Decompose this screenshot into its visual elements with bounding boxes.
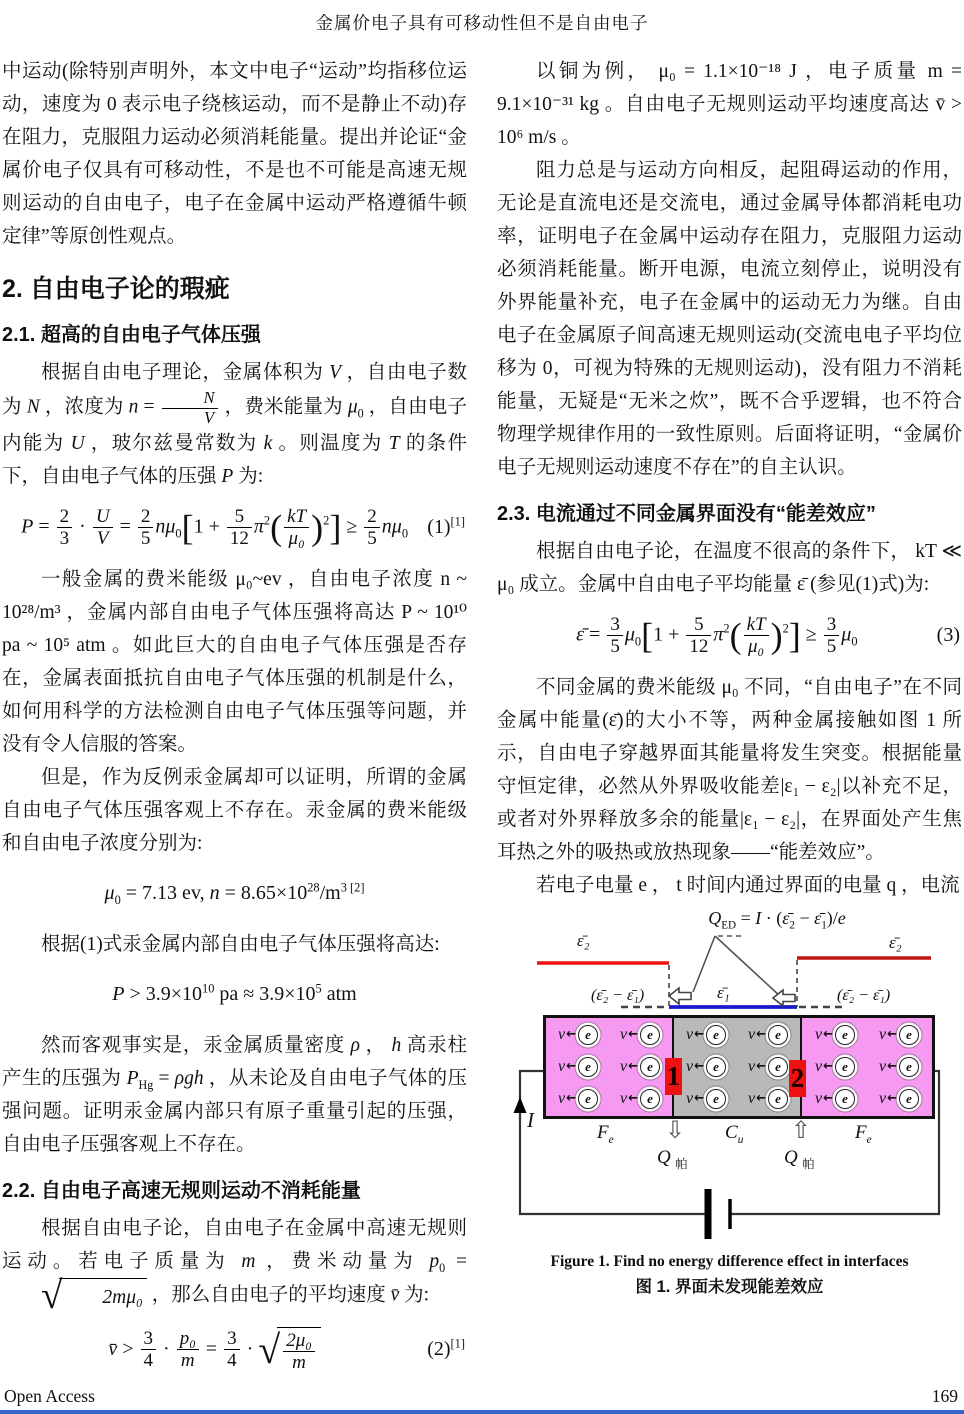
electron-symbol: v ← e xyxy=(879,1089,919,1109)
electron-symbol: v ← e xyxy=(558,1089,598,1109)
left-column xyxy=(2,55,467,1386)
equation-1-body: P = $\frac{2}{3}$ · $\frac{U}{V}$ = $\frac{2}{5}$ $n\mu_0[1$ + $\frac{5}{12}$ $\pi^2$( $\frac{kT}{\text{μ₀}}$ )$^2$] ≥ $\frac{2}{5}$ $n\mu_0$ xyxy=(21,506,409,550)
electron-symbol: v ← e xyxy=(558,1025,598,1045)
section-heading-2: 2. 自由电子论的瑕疵 xyxy=(2,275,230,303)
label-q-left-sub: 帕 xyxy=(675,1156,688,1171)
section-heading-2-2: 2.2. 自由电子高速无规则运动不消耗能量 xyxy=(2,1179,361,1202)
electron-symbol: v ← e xyxy=(815,1025,855,1045)
paragraph-average-energy: 根据自由电子论，在温度不很高的条件下， kT ≪ μ₀ 成立。金属中自由电子平均能量 ε̄ (参见(1)式)为: xyxy=(497,541,962,595)
paragraph-free-electron-theory: 根据自由电子理论，金属体积为 V ，自由电子数为 N ，浓度为 n = $\frac{N}{V}$ ，费米能量为 $\mu_0$ ，自由电子内能为 U ，玻尔兹曼常数为 k 。则温度为 T 的条件下，自由电子气体的压强 P 为: xyxy=(2,362,467,488)
electron-symbol: v ← e xyxy=(748,1025,788,1045)
equation-mercury-pressure xyxy=(2,974,467,1016)
label-fe-right xyxy=(855,1122,872,1144)
electron-grid xyxy=(802,1018,932,1116)
electron-grid xyxy=(674,1018,800,1116)
equation-3-number: (3) xyxy=(936,624,960,647)
electron-symbol: v ← e xyxy=(815,1057,855,1077)
footer-open-access: Open Access xyxy=(4,1386,95,1406)
right-column xyxy=(497,55,962,1297)
label-q-left xyxy=(657,1147,688,1172)
metal-section-fe-right xyxy=(800,1018,932,1116)
figure-energy-formula: $Q_{ED} = I$ · ($\varepsilon̄_2$ − $\varepsilon̄_1)/e$ xyxy=(708,907,846,932)
label-cu-sub: u xyxy=(737,1133,744,1146)
equation-1-number: (1)[1] xyxy=(427,514,465,539)
paragraph-fermi-momentum: 根据自由电子论，自由电子在金属中高速无规则运动。若电子质量为 m ，费米动量为 $p_0$ = √ 2mμ₀ ，那么自由电子的平均速度 v̄ 为: xyxy=(2,1217,467,1318)
label-fe-left-base: F xyxy=(597,1121,609,1143)
conductor-bar xyxy=(543,1015,935,1119)
page-header-title: 金属价电子具有可移动性但不是自由电子 xyxy=(315,13,649,33)
equation-mercury-values-body: $\mu_0 = 7.13$ ev, $n = 8.65\times 10^{28}/m^3$ [2] xyxy=(104,880,365,908)
electron-symbol: v ← e xyxy=(686,1025,726,1045)
heat-release-arrow-icon: ⇧ xyxy=(791,1115,812,1144)
paragraph-fermi-level: 一般金属的费米能级 μ₀~ev ，自由电子浓度 n ~ 10²⁸/m³ ，金属内部自由电子气体压强将高达 P ~ 10¹⁰ pa ~ 10⁵ atm 。如此巨大的自由电子气体压强是否存在，金属表面抵抗自由电子气体压强的机制是什么，如何用科学的方法检测自由电子气体压强等问题，并没有令人信服的答案。 xyxy=(2,568,467,755)
figure-caption-cn: 图 1. 界面未发现能差效应 xyxy=(635,1277,824,1296)
equation-2 xyxy=(2,1327,467,1374)
electron-symbol: v ← e xyxy=(748,1057,788,1077)
label-eps1: ε̄₁ xyxy=(717,982,730,1002)
label-current: I xyxy=(527,1107,534,1132)
label-q-right-sub: 帕 xyxy=(802,1156,815,1171)
label-diff-right: (ε̄₂ − ε̄₁) xyxy=(837,986,891,1004)
electron-symbol: v ← e xyxy=(879,1057,919,1077)
equation-1 xyxy=(2,506,467,550)
equation-mercury-pressure-body: $P > 3.9\times 10^{10}$ pa ≈ $3.9\times 10^5$ atm xyxy=(112,981,357,1006)
electron-symbol: v ← e xyxy=(686,1057,726,1077)
pointer-line-left xyxy=(693,936,715,992)
hollow-arrow-left-icon xyxy=(669,988,691,1004)
electron-symbol: v ← e xyxy=(686,1089,726,1109)
electron-symbol: v ← e xyxy=(815,1089,855,1109)
footer-page-number: 169 xyxy=(931,1386,958,1406)
current-direction-arrow-icon xyxy=(514,1097,527,1113)
equation-3 xyxy=(497,614,962,658)
equation-mercury-values xyxy=(2,873,467,915)
paragraph-metal-contact: 不同金属的费米能级 μ₀ 不同，“自由电子”在不同金属中能量(ε̄)的大小不等，两种金属接触如图 1 所示，自由电子穿越界面其能量将发生突变。根据能量守恒定律，必然从外界吸收能差|ε₁ − ε₂|以补充不足，或者对外界释放多余的能量|ε₁ − ε₂|，在界面处产生焦耳热之外的吸热或放热现象——“能差效应”。 xyxy=(497,676,962,863)
electron-symbol: v ← e xyxy=(879,1025,919,1045)
label-q-right-base: Q xyxy=(784,1146,798,1168)
electron-symbol: v ← e xyxy=(558,1057,598,1077)
figure-1 xyxy=(497,908,962,1243)
electron-symbol: v ← e xyxy=(620,1025,660,1045)
electron-symbol: v ← e xyxy=(620,1057,660,1077)
metal-section-cu xyxy=(672,1018,800,1116)
electron-grid xyxy=(546,1018,672,1116)
equation-2-body: v̄ > $\frac{3}{4}$ · $\frac{\text{p₀}}{m}$ = $\frac{3}{4}$ · √ $\frac{\text{2μ₀}}{m}$ xyxy=(2,1327,427,1374)
paragraph-charge: 若电子电量 e ， t 时间内通过界面的电量 q ，电流 xyxy=(536,874,960,896)
electron-symbol: v ← e xyxy=(620,1089,660,1109)
heat-absorb-arrow-icon: ⇩ xyxy=(665,1115,686,1144)
label-eps2-right: ε̄₂ xyxy=(889,932,902,952)
bottom-rule xyxy=(0,1410,964,1414)
label-fe-left xyxy=(597,1122,614,1144)
metal-section-fe-left xyxy=(546,1018,672,1116)
paragraph-intro: 中运动(除特别声明外，本文中电子“运动”均指移位运动，速度为 0 表示电子绕核运动，而不是静止不动)存在阻力，克服阻力运动必须消耗能量。提出并论证“金属价电子仅具有可移动性，不是也不可能是高速无规则运动的自由电子，电子在金属中运动严格遵循牛顿定律”等原创性观点。 xyxy=(2,61,467,247)
label-diff-left: (ε̄₂ − ε̄₁) xyxy=(591,986,645,1004)
paragraph-objective-fact: 然而客观事实是，汞金属质量密度 ρ ， h 高汞柱产生的压强为 $P_{Hg} = \rho gh$ ，从未论及自由电子气体的压强问题。证明汞金属内部只有原子重量引起的压强，自由电子压强客观上不存在。 xyxy=(2,1034,467,1155)
figure-caption xyxy=(497,1253,962,1297)
electron-symbol: v ← e xyxy=(748,1089,788,1109)
label-cu xyxy=(725,1122,743,1144)
interface-marker-2: 2 xyxy=(789,1060,806,1097)
section-heading-2-3: 2.3. 电流通过不同金属界面没有“能差效应” xyxy=(497,503,876,525)
section-heading-2-1: 2.1. 超高的自由电子气体压强 xyxy=(2,324,261,346)
label-fe-right-sub: e xyxy=(866,1133,872,1146)
label-q-left-base: Q xyxy=(657,1146,671,1168)
interface-marker-1: 1 xyxy=(665,1058,682,1095)
label-cu-base: C xyxy=(725,1121,738,1143)
label-fe-right-base: F xyxy=(855,1121,867,1143)
paragraph-resistance: 阻力总是与运动方向相反，起阻碍运动的作用，无论是直流电还是交流电，通过金属导体都消耗电功率，证明电子在金属中运动存在阻力，克服阻力运动必须消耗能量。断开电源，电流立刻停止，说明没有外界能量补充，电子在金属中的运动无力为继。自由电子在金属原子间高速无规则运动(交流电电子平均位移为 0，可视为特殊的无规则运动)，没有阻力不消耗能量，无疑是“无米之炊”，既不合乎逻辑，也不符合物理学规律作用的一致性原则。后面将证明，“金属价电子无规则运动速度不存在”的自主认识。 xyxy=(497,160,962,478)
equation-2-number: (2)[1] xyxy=(427,1336,465,1361)
paragraph-copper-example: 以铜为例， μ₀ = 1.1×10⁻¹⁸ J ，电子质量 m = 9.1×10⁻³¹ kg 。自由电子无规则运动平均速度高达 v̄ > 10⁶ m/s 。 xyxy=(497,61,962,148)
label-fe-left-sub: e xyxy=(608,1133,614,1146)
label-eps2-left: ε̄₂ xyxy=(577,930,590,950)
figure-caption-en: Figure 1. Find no energy difference effect in interfaces xyxy=(550,1252,909,1270)
paragraph-according-eq1: 根据(1)式汞金属内部自由电子气体压强将高达: xyxy=(41,933,440,955)
paragraph-mercury-counterexample: 但是，作为反例汞金属却可以证明，所谓的金属自由电子气体压强客观上不存在。汞金属的费米能级和自由电子浓度分别为: xyxy=(2,766,467,854)
equation-3-body: ε̄ = $\frac{3}{5}$ $\mu_0[1$ + $\frac{5}{12}$ $\pi^2$( $\frac{kT}{\text{μ₀}}$ )$^2$] ≥ $\frac{3}{5}$ $\mu_0$ xyxy=(576,614,858,658)
label-q-right xyxy=(784,1147,815,1172)
